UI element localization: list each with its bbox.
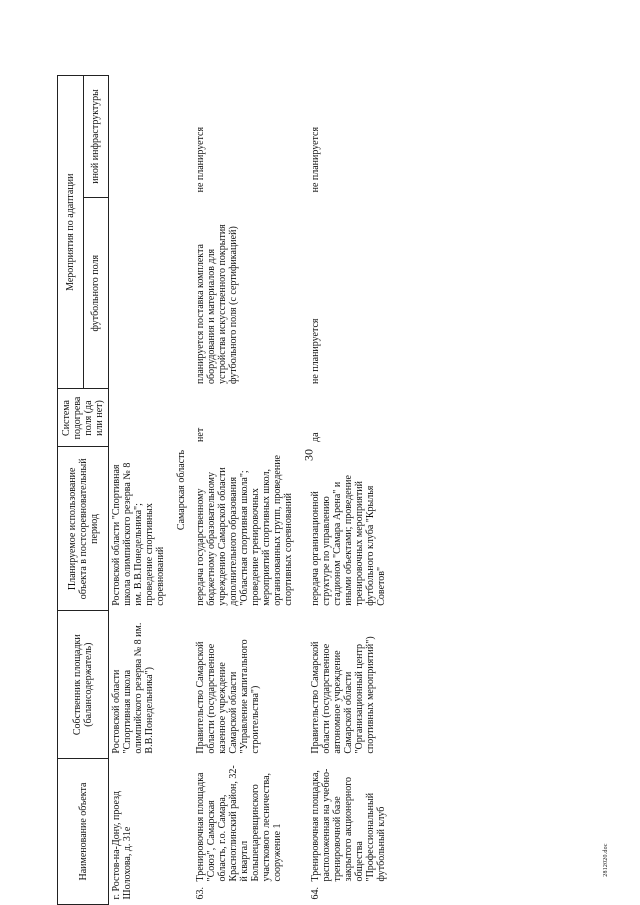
row-heating: нет [195,427,206,442]
facilities-table [57,75,389,905]
header-other-infra: иной инфраструктуры [83,76,109,198]
rotated-table-wrapper [57,75,627,905]
row-name-text: Тренировочная площадка "Союз", Самарская область, г.о. Самара, Красноглинский район, 32-й квартал Большецаревщинского участкового лесничества, сооружение 1 [195,765,283,882]
row-other-infra [109,76,169,198]
header-owner: Собственник площадки (балансодержатель) [58,611,109,759]
row-other-infra: не планируется [310,126,321,193]
row-other-infra: не планируется [195,126,206,193]
row-planned-use: передача государственному бюджетному образовательному учреждению Самарской области дополнительного образования "Областная спортивная школа"; проведение тренировочных мероприятий спортивных школ, организованных групп, проведение спортивных соревнований [195,455,294,606]
header-heating: Система подогрева поля (да или нет) [58,389,109,447]
row-planned-use: Ростовской области "Спортивная школа олимпийского резерва № 8 им. В.В.Понедельника"; проведение спортивных соревнований [111,462,166,606]
header-name: Наименование объекта [58,759,109,905]
header-adaptation: Мероприятия по адаптации [58,76,84,390]
row-number: 64. [310,887,321,900]
footer-file-code: 2812020.doc [603,843,609,877]
row-planned-use: передача организационной структуре по управлению стадионом "Самара Арена" и иными объектами; проведение тренировочных мероприятий футбольного клуба "Крылья Советов" [310,475,387,606]
row-name: г. Ростов-на-Дону, проезд Шолохова, д. 31е [111,791,133,900]
row-heating [109,389,169,447]
row-football-field: не планируется [310,318,321,384]
row-owner: Правительство Самарской области (государственное автономное учреждение Самарской области "Организационный центр спортивных мероприятий") [310,636,376,754]
region-label: Самарская область [176,449,187,531]
header-planned-use: Планируемое использование объекта в постсоревновательный период [58,447,109,611]
region-row [168,76,193,905]
table-row [193,76,296,905]
row-name [193,759,296,905]
table-row [109,76,169,905]
row-heating: да [310,432,321,442]
row-number: 63. [195,887,206,900]
row-name [296,759,389,905]
row-football-field [109,197,169,389]
row-owner: Ростовской области "Спортивная школа олимпийского резерва № 8 им. В.В.Понедельника") [111,622,155,754]
page-number: 30 [301,449,316,461]
row-name-text: Тренировочная площадка, расположенная на учебно-тренировочной базе закрытого акционерного общества "Профессиональный футбольный клуб [310,768,387,882]
header-football-field: футбольного поля [83,197,109,389]
table-row [296,76,389,905]
row-football-field: планируется поставка комплекта оборудования и материалов для устройства искусственного покрытия футбольного поля (с сертификацией) [195,224,239,384]
row-owner: Правительство Самарской области (государственное казенное учреждение Самарской области "Управление капитального строительства") [195,639,261,754]
